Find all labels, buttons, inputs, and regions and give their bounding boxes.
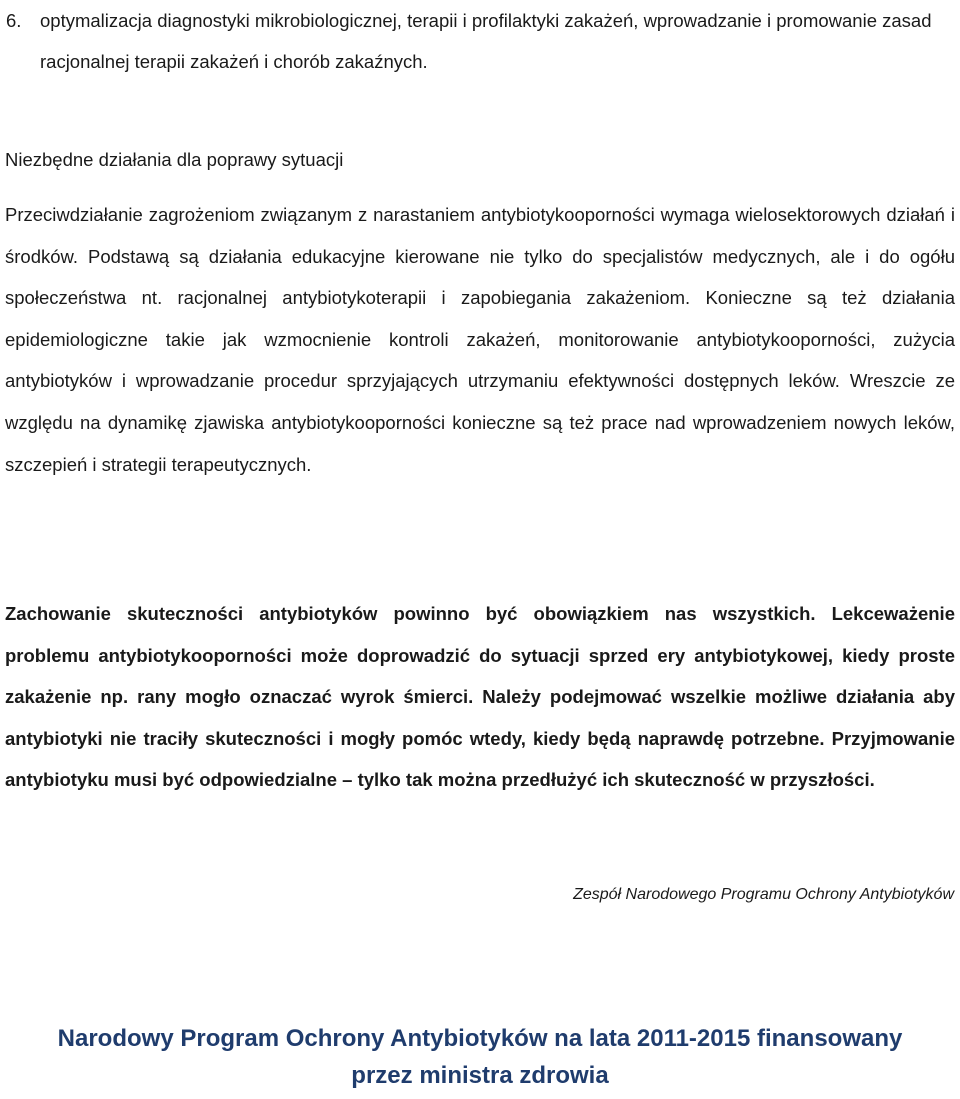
list-item-6: [6, 0, 956, 82]
list-item-number: 6.: [6, 10, 22, 31]
footer-banner: [0, 1020, 960, 1094]
footer-line-1: Narodowy Program Ochrony Antybiotyków na lata 2011-2015 finansowany: [57, 1025, 903, 1052]
section-paragraph: Przeciwdziałanie zagrożeniom związanym z narastaniem antybiotykooporności wymaga wielosektorowych działań i środków. Podstawą są działania edukacyjne kierowane nie tylko do specjalistów medycznych, ale i do ogółu społeczeństwa nt. racjonalnej antybiotykoterapii i zapobiegania zakażeniom. Konieczne są też działania epidemiologiczne takie jak wzmocnienie kontroli zakażeń, monitorowanie antybiotykooporności, zużycia antybiotyków i wprowadzanie procedur sprzyjających utrzymaniu efektywności dostępnych leków. Wreszcie ze względu na dynamikę zjawiska antybiotykooporności konieczne są też prace nad wprowadzeniem nowych leków, szczepień i strategii terapeutycznych.: [5, 204, 955, 475]
section-heading: Niezbędne działania dla poprawy sytuacji: [5, 149, 344, 170]
bold-paragraph: Zachowanie skuteczności antybiotyków powinno być obowiązkiem nas wszystkich. Lekceważenie problemu antybiotykooporności może doprowadzić do sytuacji sprzed ery antybiotykowej, kiedy proste zakażenie np. rany mogło oznaczać wyrok śmierci. Należy podejmować wszelkie możliwe działania aby antybiotyki nie traciły skuteczności i mogły pomóc wtedy, kiedy będą naprawdę potrzebne. Przyjmowanie antybiotyku musi być odpowiedzialne – tylko tak można przedłużyć ich skuteczność w przyszłości.: [5, 603, 955, 791]
signature: Zespół Narodowego Programu Ochrony Antybiotyków: [573, 886, 954, 903]
footer-line-2: przez ministra zdrowia: [351, 1062, 609, 1089]
list-item-text: optymalizacja diagnostyki mikrobiologicznej, terapii i profilaktyki zakażeń, wprowadzanie i promowanie zasad racjonalnej terapii zakażeń i chorób zakaźnych.: [40, 10, 932, 72]
